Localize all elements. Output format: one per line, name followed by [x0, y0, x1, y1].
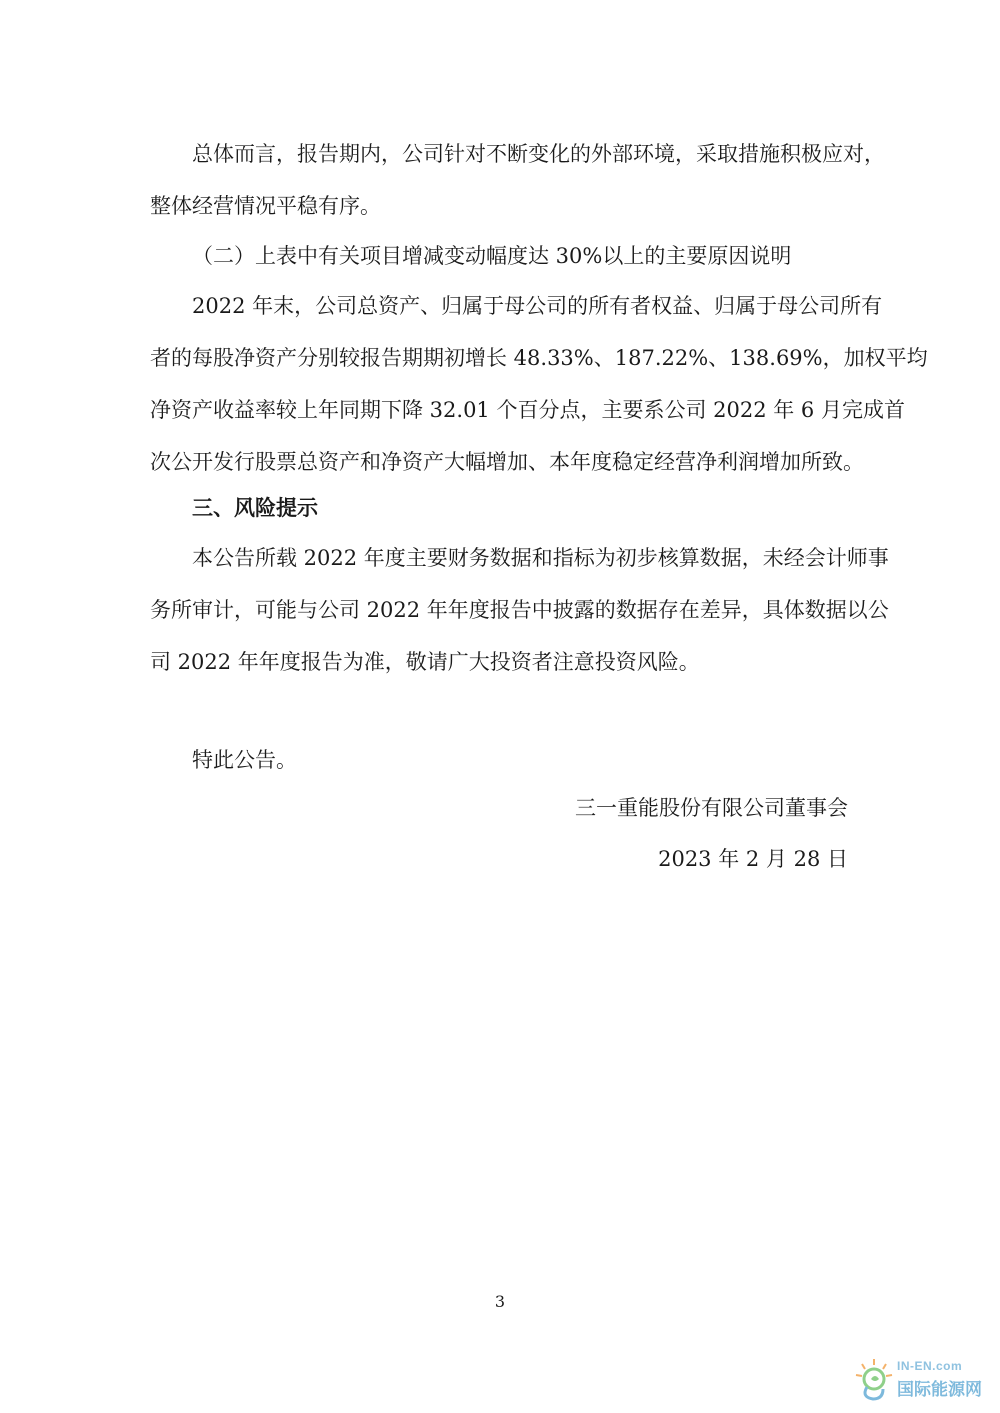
- watermark-site: IN-EN.com: [897, 1359, 963, 1373]
- text-line: 者的每股净资产分别较报告期期初增长 48.33%、187.22%、138.69%，加权平均: [150, 346, 928, 370]
- heading-text: 三、风险提示: [192, 495, 318, 520]
- watermark: [853, 1355, 988, 1403]
- text-line: 总体而言，报告期内，公司针对不断变化的外部环境，采取措施积极应对，: [192, 142, 885, 166]
- text-line: （二）上表中有关项目增减变动幅度达 30%以上的主要原因说明: [192, 244, 792, 268]
- paragraph-explanation: [150, 280, 928, 488]
- text-line: 务所审计，可能与公司 2022 年年度报告中披露的数据存在差异，具体数据以公: [150, 598, 889, 622]
- watermark-name: 国际能源网: [897, 1380, 982, 1400]
- paragraph-subheading: [150, 230, 850, 282]
- text-line: 特此公告。: [192, 748, 297, 772]
- signature-date: 2023 年 2 月 28 日: [658, 847, 848, 871]
- paragraph-summary: [150, 128, 885, 232]
- closing-statement: [150, 734, 850, 786]
- page-number: 3: [494, 1292, 506, 1311]
- signature: 三一重能股份有限公司董事会: [575, 796, 848, 820]
- paragraph-risk: [150, 532, 889, 688]
- text-line: 2022 年末，公司总资产、归属于母公司的所有者权益、归属于母公司所有: [192, 294, 883, 318]
- sun-leaf-logo-icon: [853, 1357, 895, 1401]
- text-line: 次公开发行股票总资产和净资产大幅增加、本年度稳定经营净利润增加所致。: [150, 450, 864, 474]
- section-heading-risk: [150, 482, 850, 534]
- text-line: 司 2022 年年度报告为准，敬请广大投资者注意投资风险。: [150, 650, 700, 674]
- text-line: 净资产收益率较上年同期下降 32.01 个百分点，主要系公司 2022 年 6 月完成首: [150, 398, 905, 422]
- text-line: 本公告所载 2022 年度主要财务数据和指标为初步核算数据，未经会计师事: [192, 546, 889, 570]
- text-line: 整体经营情况平稳有序。: [150, 194, 381, 218]
